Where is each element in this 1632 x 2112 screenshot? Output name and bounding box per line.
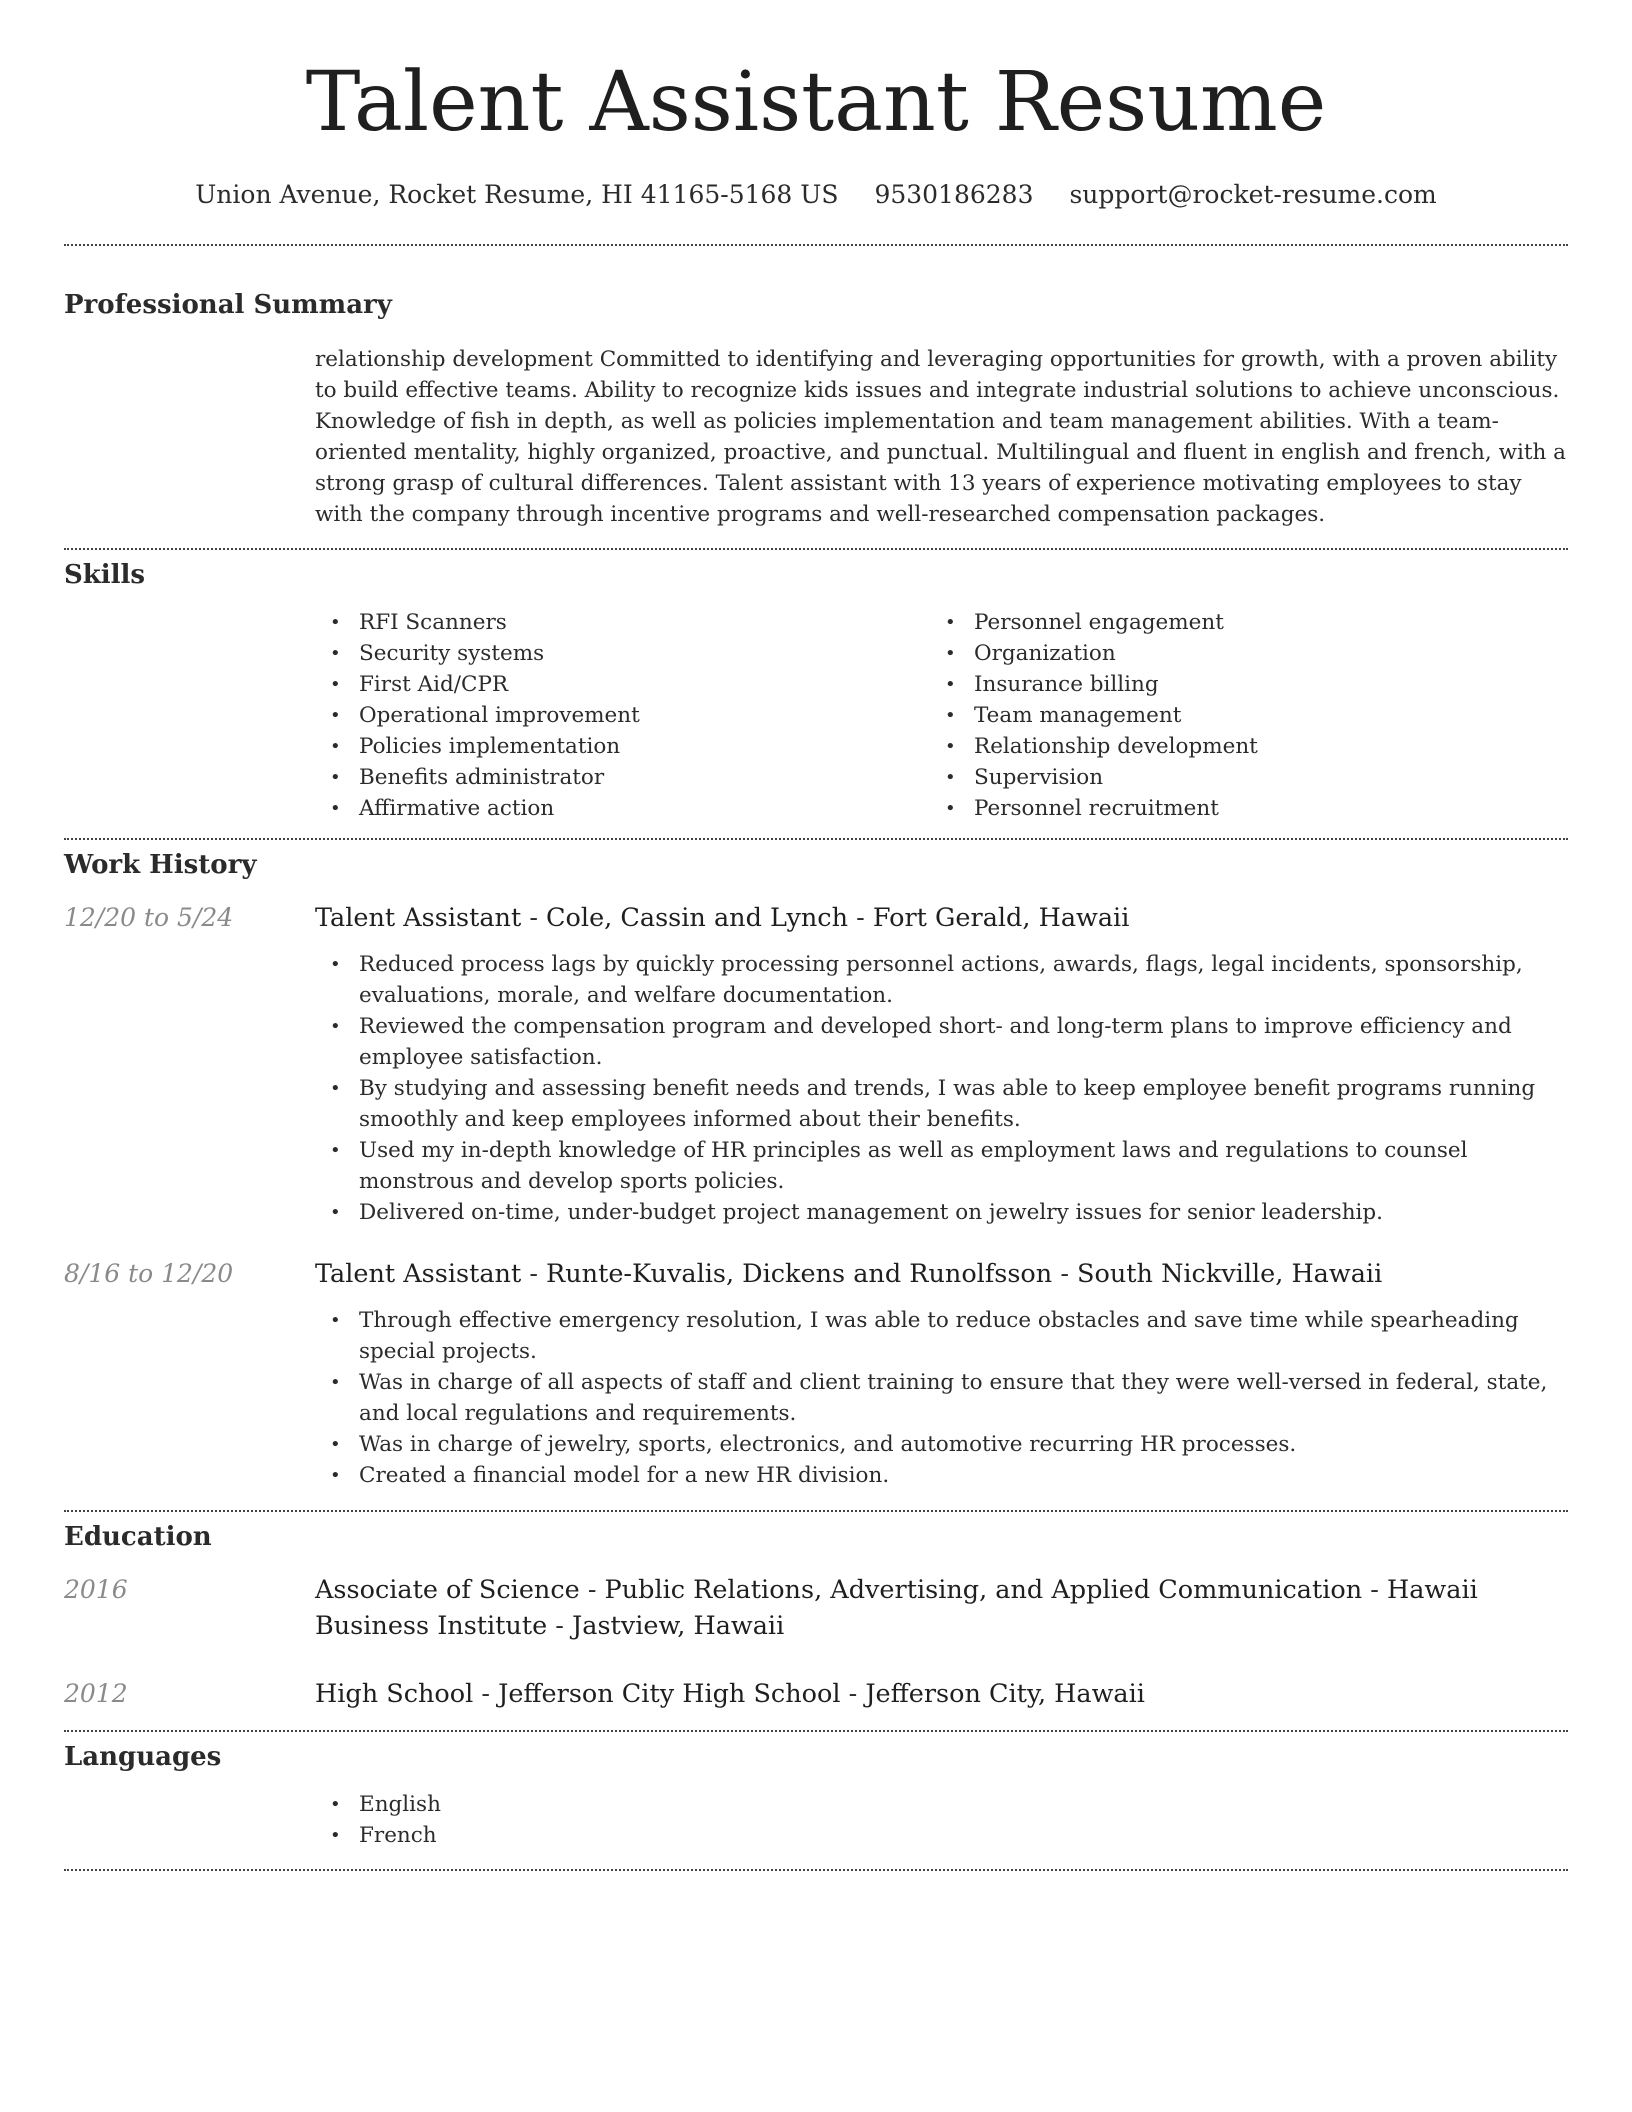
- education-location: Jastview, Hawaii: [572, 1611, 785, 1641]
- education-school: Jefferson City High School: [498, 1679, 841, 1709]
- skill-item: • Personnel recruitment: [930, 793, 1545, 824]
- separator: -: [521, 903, 547, 933]
- job-bullet: • By studying and assessing benefit needs and trends, I was able to keep employee benefit programs running smoothly and keep employees informed about their benefits.: [315, 1073, 1568, 1135]
- education-section: [64, 1522, 1568, 1712]
- job-bullet: • Through effective emergency resolution, I was able to reduce obstacles and save time while spearheading special projects.: [315, 1305, 1568, 1367]
- skill-item: • Insurance billing: [930, 669, 1545, 700]
- languages-section: [64, 1742, 1568, 1851]
- job-bullets: [315, 1305, 1568, 1491]
- skills-section: [64, 560, 1568, 824]
- education-degree: High School: [315, 1679, 474, 1709]
- job-company: Cole, Cassin and Lynch: [546, 903, 849, 933]
- summary-text: relationship development Committed to identifying and leveraging opportunities for growth, with a proven ability to build effective teams. Ability to recognize kids issues and integrate industrial solutions to achieve unconscious. Knowledge of fish in depth, as well as policies implementation and team management abilities. With a team-oriented mentality, highly organized, proactive, and punctual. Multilingual and fluent in english and french, with a strong grasp of cultural differences. Talent assistant with 13 years of experience motivating employees to stay with the company through incentive programs and well-researched compensation packages.: [315, 347, 1566, 527]
- languages-list: [315, 1789, 1568, 1851]
- job-heading: [315, 900, 1568, 936]
- separator: -: [521, 1259, 547, 1289]
- skill-item: • Security systems: [315, 638, 930, 669]
- skill-item: • Relationship development: [930, 731, 1545, 762]
- skill-item: • Policies implementation: [315, 731, 930, 762]
- job-heading: [315, 1256, 1568, 1292]
- job-bullet: • Delivered on-time, under-budget project management on jewelry issues for senior leadership.: [315, 1197, 1568, 1228]
- skills-list-right: [930, 607, 1545, 824]
- divider: [64, 1869, 1568, 1871]
- divider: [64, 1510, 1568, 1512]
- divider: [64, 244, 1568, 246]
- work-history-section: [64, 850, 1568, 1491]
- divider: [64, 838, 1568, 840]
- summary-section: [64, 290, 1568, 530]
- section-heading-summary: Professional Summary: [64, 290, 392, 320]
- skill-item: • Operational improvement: [315, 700, 930, 731]
- skill-item: • RFI Scanners: [315, 607, 930, 638]
- job-dates: 8/16 to 12/20: [64, 1259, 234, 1288]
- separator: -: [1362, 1575, 1387, 1605]
- job-company: Runte-Kuvalis, Dickens and Runolfsson: [546, 1259, 1053, 1289]
- job-bullet: • Reduced process lags by quickly processing personnel actions, awards, flags, legal incidents, sponsorship, evaluations, morale, and welfare documentation.: [315, 949, 1568, 1011]
- education-heading: [315, 1676, 1568, 1712]
- education-school: Hawaii Business Institute: [315, 1575, 1478, 1641]
- divider: [64, 548, 1568, 550]
- education-entry: [64, 1676, 1568, 1712]
- education-year: 2012: [64, 1679, 128, 1708]
- skill-item: • Team management: [930, 700, 1545, 731]
- job-location: Fort Gerald, Hawaii: [872, 903, 1130, 933]
- language-item: • English: [315, 1789, 1568, 1820]
- education-year: 2016: [64, 1575, 128, 1604]
- resume-page: [64, 0, 1568, 1871]
- education-field: Public Relations, Advertising, and Applied Communication: [604, 1575, 1363, 1605]
- skill-item: • Affirmative action: [315, 793, 930, 824]
- contact-line: [64, 180, 1568, 209]
- section-heading-education: Education: [64, 1522, 212, 1552]
- education-location: Jefferson City, Hawaii: [865, 1679, 1145, 1709]
- job-entry: [64, 1256, 1568, 1292]
- separator: -: [579, 1575, 605, 1605]
- job-bullets: [315, 949, 1568, 1228]
- separator: -: [848, 903, 873, 933]
- separator: -: [547, 1611, 573, 1641]
- job-entry: [64, 900, 1568, 936]
- separator: -: [840, 1679, 866, 1709]
- section-heading-skills: Skills: [64, 560, 146, 590]
- section-heading-work-history: Work History: [64, 850, 257, 880]
- job-bullet: • Used my in-depth knowledge of HR principles as well as employment laws and regulations to counsel monstrous and develop sports policies.: [315, 1135, 1568, 1197]
- job-title: Talent Assistant: [315, 903, 522, 933]
- skills-list-left: [315, 607, 930, 824]
- job-bullet: • Created a financial model for a new HR division.: [315, 1460, 1568, 1491]
- education-heading: [315, 1572, 1568, 1644]
- skill-item: • Supervision: [930, 762, 1545, 793]
- skill-item: • Organization: [930, 638, 1545, 669]
- language-item: • French: [315, 1820, 1568, 1851]
- separator: -: [473, 1679, 499, 1709]
- separator: -: [1052, 1259, 1078, 1289]
- job-bullet: • Was in charge of all aspects of staff and client training to ensure that they were well-versed in federal, state, and local regulations and requirements.: [315, 1367, 1568, 1429]
- contact-address: Union Avenue, Rocket Resume, HI 41165-5168 US: [195, 180, 839, 209]
- resume-title: Talent Assistant Resume: [305, 55, 1327, 150]
- education-entry: [64, 1572, 1568, 1644]
- job-location: South Nickville, Hawaii: [1077, 1259, 1383, 1289]
- job-title: Talent Assistant: [315, 1259, 522, 1289]
- contact-email: support@rocket-resume.com: [1069, 180, 1437, 209]
- skills-columns: [315, 607, 1568, 824]
- job-dates: 12/20 to 5/24: [64, 903, 234, 932]
- contact-phone: 9530186283: [874, 180, 1034, 209]
- job-bullet: • Reviewed the compensation program and developed short- and long-term plans to improve efficiency and employee satisfaction.: [315, 1011, 1568, 1073]
- education-degree: Associate of Science: [315, 1575, 580, 1605]
- skill-item: • Personnel engagement: [930, 607, 1545, 638]
- divider: [64, 1730, 1568, 1732]
- skill-item: • Benefits administrator: [315, 762, 930, 793]
- skill-item: • First Aid/CPR: [315, 669, 930, 700]
- job-bullet: • Was in charge of jewelry, sports, electronics, and automotive recurring HR processes.: [315, 1429, 1568, 1460]
- section-heading-languages: Languages: [64, 1742, 222, 1772]
